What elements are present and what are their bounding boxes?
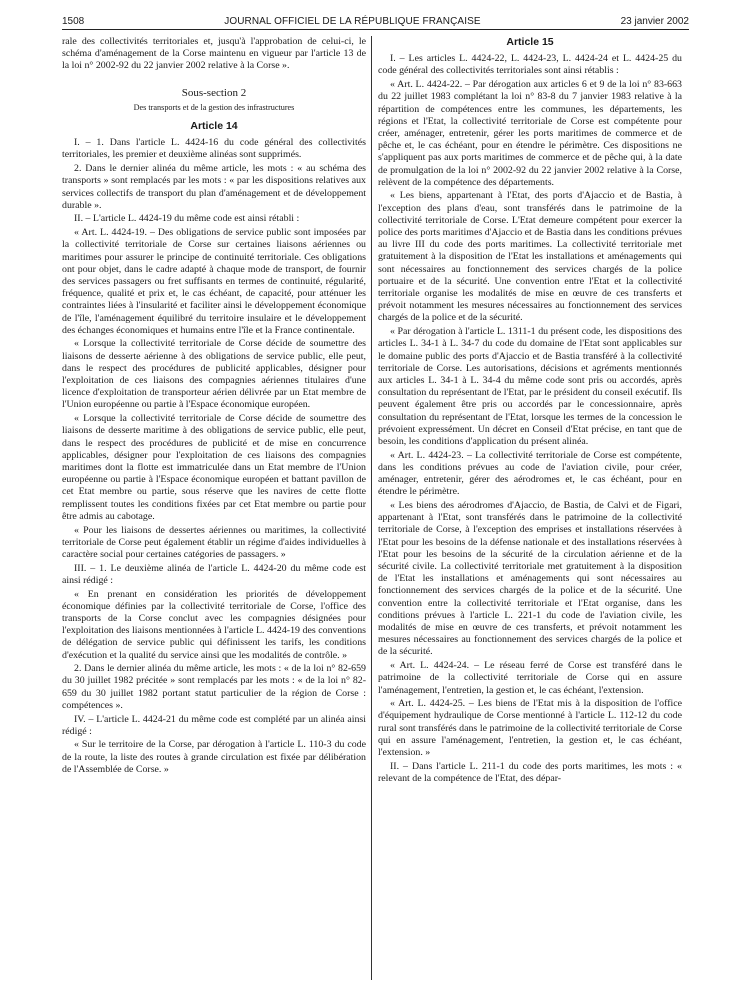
paragraph: « Sur le territoire de la Corse, par dérogation à l'article L. 110-3 du code de la route, la liste des routes à grande circulation est fixée par délibération de l'Assemblée de Corse. » xyxy=(62,739,366,775)
subsection-caption: Des transports et de la gestion des infrastructures xyxy=(133,102,295,112)
right-column xyxy=(378,36,682,787)
continued-paragraph: rale des collectivités territoriales et, jusqu'à l'approbation de celui-ci, le schéma d'aménagement de la Corse maintenu en vigueur par l'article 13 de la loi n° 2002-92 du 22 janvier 2002 relative à la Corse ». xyxy=(62,36,366,72)
column-separator xyxy=(371,36,372,980)
paragraph: « Lorsque la collectivité territoriale de Corse décide de soumettre des liaisons de desserte aérienne à des obligations de service public, elle peut, dans le respect des procédures de publicité applicables, désigner pour l'exploitation de ces liaisons des compagnies aériennes titulaires d'une licence d'exploitation de transporteur aérien délivrée par un Etat membre de l'Union européenne ou partie à l'Espace économique européen. xyxy=(62,338,366,411)
paragraph: 2. Dans le dernier alinéa du même article, les mots : « de la loi n° 82-659 du 30 juillet 1982 précitée » sont remplacés par les mots : « de la loi n° 82-659 du 30 juillet 1982 portant statut particulier de la région de Corse : compétences ». xyxy=(62,663,366,711)
subsection-title: Sous-section 2 xyxy=(181,86,247,99)
paragraph: « Pour les liaisons de dessertes aériennes ou maritimes, la collectivité territoriale de Corse peut également établir un régime d'aides individuelles à caractère social pour certaines catégories de passagers. » xyxy=(62,524,366,560)
paragraph: IV. – L'article L. 4424-21 du même code est complété par un alinéa ainsi rédigé : xyxy=(62,713,366,737)
paragraph: « En prenant en considération les priorités de développement économique définies par la collectivité territoriale de Corse, l'office des transports de la Corse conclut avec les compagnies désignées pour l'exploitation des liaisons mentionnées à l'article L. 4424-19 des conventions de délégation de service public qui définissent les tarifs, les conditions d'exécution et la qualité du service ainsi que les modalités de contrôle. » xyxy=(62,588,366,661)
paragraph: « Art. L. 4424-22. – Par dérogation aux articles 6 et 9 de la loi n° 83-663 du 22 juillet 1983 complétant la loi n° 83-8 du 7 janvier 1983 relative à la répartition de compétences entre les communes, les départements, les régions et l'Etat, la collectivité territoriale de Corse est compétente pour créer, aménager, entretenir, gérer les ports maritimes de commerce et de pêche et, le cas échéant, pour en étendre le périmètre. Ces dispositions ne s'appliquent pas aux ports maritimes de commerce et de pêche qui, à la date de promulgation de la loi n° 2002-92 du 22 janvier 2002 relative à la Corse, relèvent de la compétence des départements. xyxy=(378,79,682,188)
paragraph: II. – L'article L. 4424-19 du même code est ainsi rétabli : xyxy=(74,213,300,225)
paragraph: I. – Les articles L. 4424-22, L. 4424-23, L. 4424-24 et L. 4424-25 du code général des collectivités territoriales sont ainsi rétablis : xyxy=(378,53,682,77)
issue-date: 23 janvier 2002 xyxy=(620,16,689,27)
page-number: 1508 xyxy=(62,16,85,27)
paragraph: « Lorsque la collectivité territoriale de Corse décide de soumettre des liaisons de desserte maritime à des obligations de service public, elle peut, dans le respect des procédures de publicité et de mise en concurrence applicables, désigner pour l'exploitation de ces liaisons des compagnies maritimes dont la flotte est immatriculée dans un Etat membre de l'Union européenne ou partie à l'Espace économique européen et battant pavillon de cet Etat membre ou partie, sous réserve que les navires de cette flotte remplissent toutes les conditions fixées par cet Etat membre ou partie pour être admis au cabotage. xyxy=(62,413,366,522)
paragraph: I. – 1. Dans l'article L. 4424-16 du code général des collectivités territoriales, les premier et deuxième alinéas sont supprimés. xyxy=(62,137,366,161)
article-15-title: Article 15 xyxy=(506,36,554,48)
paragraph: III. – 1. Le deuxième alinéa de l'article L. 4424-20 du même code est ainsi rédigé : xyxy=(62,562,366,586)
paragraph: 2. Dans le dernier alinéa du même article, les mots : « au schéma des transports » sont remplacés par les mots : « par les dispositions relatives aux services collectifs de transport du plan d'aménagement et de développement durable ». xyxy=(62,163,366,211)
paragraph: « Art. L. 4424-25. – Les biens de l'Etat mis à la disposition de l'office d'équipement hydraulique de Corse mentionné à l'article L. 112-12 du code rural sont transférés dans le patrimoine de la collectivité territoriale de Corse qui en assure l'aménagement, l'entretien, la gestion et, le cas échéant, l'extension. » xyxy=(378,698,682,759)
article-14-title: Article 14 xyxy=(190,120,238,133)
journal-title: JOURNAL OFFICIEL DE LA RÉPUBLIQUE FRANÇAISE xyxy=(224,16,481,27)
paragraph: « Art. L. 4424-19. – Des obligations de service public sont imposées par la collectivité territoriale de Corse sur certaines liaisons aériennes ou maritimes pour assurer le principe de continuité territoriale. Ces obligations ont pour objet, dans le cadre adapté à chaque mode de transport, de fournir des services passagers ou fret suffisants en termes de continuité, régularité, fréquence, qualité et prix et, le cas échéant, de capacité, pour atténuer les contraintes liées à l'insularité et faciliter ainsi le développement économique de l'île, l'aménagement équilibré du territoire insulaire et le développement des échanges économiques et humains entre l'île et la France continentale. xyxy=(62,227,366,336)
left-column xyxy=(62,36,366,778)
paragraph: « Par dérogation à l'article L. 1311-1 du présent code, les dispositions des articles L. 34-1 à L. 34-7 du code du domaine de l'Etat sont applicables sur le domaine public des ports d'Ajaccio et de Bastia transféré à la collectivité territoriale de Corse. Les autorisations, décisions et agréments mentionnés aux articles L. 34-1 à L. 34-4 du même code sont pris ou accordés, après consultation du représentant de l'Etat, par le président du conseil exécutif. Ils peuvent également être pris ou accordés par le concessionnaire, après consultation du représentant de l'Etat, lorsque les termes de la concession le prévoient expressément. Un décret en Conseil d'Etat précise, en tant que de besoin, les conditions d'application du présent alinéa. xyxy=(378,326,682,447)
paragraph: « Les biens des aérodromes d'Ajaccio, de Bastia, de Calvi et de Figari, appartenant à l'Etat, sont transférés dans le patrimoine de la collectivité territoriale de Corse, à l'exception des emprises et installations réservées à l'Etat pour les besoins de la défense nationale et des installations réservées à l'Etat pour les besoins de la sécurité de la circulation aérienne et de la sécurité civile. La collectivité territoriale met gratuitement à la disposition de l'Etat les installations et aménagements qui sont nécessaires au fonctionnement des services chargés de la police et de la sécurité. Une convention entre la collectivité territoriale et l'Etat organise, dans les conditions prévues à l'article L. 221-1 du code de l'aviation civile, les modalités de mise en œuvre de ces transferts, et prévoit notamment les mesures nécessaires au fonctionnement des services chargés de la police et de la sécurité. xyxy=(378,500,682,658)
paragraph: « Les biens, appartenant à l'Etat, des ports d'Ajaccio et de Bastia, à l'exception des plans d'eau, sont transférés dans le patrimoine de la collectivité territoriale de Corse. L'Etat demeure compétent pour exercer la police des ports maritimes d'Ajaccio et de Bastia dans les conditions prévues au livre III du code des ports maritimes. La collectivité territoriale met gratuitement à la disposition de l'Etat les installations et aménagements qui sont nécessaires au fonctionnement des services chargés de la police portuaire et de la sécurité. Une convention entre l'Etat et la collectivité territoriale organise les modalités de mise en œuvre de ces transferts et prévoit notamment les mesures nécessaires au fonctionnement des services chargés de la police et de la sécurité. xyxy=(378,190,682,324)
page-header xyxy=(62,13,689,27)
paragraph: « Art. L. 4424-24. – Le réseau ferré de Corse est transféré dans le patrimoine de la collectivité territoriale de Corse qui en assure l'aménagement, l'entretien, la gestion et, le cas échéant, l'extension. xyxy=(378,660,682,696)
paragraph: « Art. L. 4424-23. – La collectivité territoriale de Corse est compétente, dans les conditions prévues au code de l'aviation civile, pour créer, aménager, entretenir, gérer des aérodromes et, le cas échéant, pour en étendre le périmètre. xyxy=(378,449,682,498)
header-rule xyxy=(62,29,689,30)
paragraph: II. – Dans l'article L. 211-1 du code des ports maritimes, les mots : « relevant de la compétence de l'Etat, des dépar- xyxy=(378,760,682,784)
